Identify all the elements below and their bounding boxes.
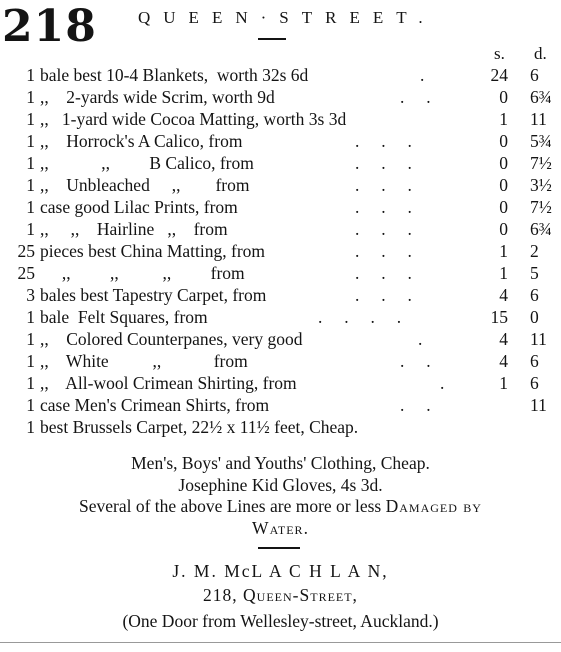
leader-dots: . <box>418 329 423 349</box>
price-row <box>0 86 561 108</box>
advert-header <box>0 2 561 52</box>
item-description: bale best 10-4 Blankets, worth 32s 6d <box>40 65 309 85</box>
quantity: 1 <box>26 417 35 437</box>
item-description: pieces best China Matting, from <box>40 241 266 261</box>
price-row <box>0 64 561 86</box>
item-description: best Brussels Carpet, 22½ x 11½ feet, Cheap. <box>40 417 359 437</box>
leader-dots: . . . <box>355 285 412 305</box>
price-row <box>0 108 561 130</box>
item-description: ,, Horrock's A Calico, from <box>40 131 243 151</box>
item-description: ,, ,, ,, from <box>40 263 245 283</box>
price-row <box>0 240 561 262</box>
item-description: bales best Tapestry Carpet, from <box>40 285 267 305</box>
price-pence: 6 <box>530 373 539 393</box>
street-number: 218 <box>2 1 97 52</box>
price-pence: 7½ <box>530 153 552 173</box>
quantity: 1 <box>26 307 35 327</box>
quantity: 1 <box>26 153 35 173</box>
item-description: ,, 1-yard wide Cocoa Matting, worth 3s 3d <box>40 109 347 129</box>
price-row <box>0 218 561 240</box>
price-shillings: 4 <box>499 329 508 349</box>
price-pence: 11 <box>530 109 547 129</box>
leader-dots: . . <box>400 87 431 107</box>
leader-dots: . . . <box>355 153 412 173</box>
price-pence: 11 <box>530 395 547 415</box>
leader-dots: . . . <box>355 175 412 195</box>
leader-dots: . . . <box>355 241 412 261</box>
leader-dots: . . . <box>355 197 412 217</box>
leader-dots: . . . . <box>318 307 402 327</box>
merchant-name: J. M. McL A C H L A N, <box>172 561 389 581</box>
price-shillings: 0 <box>499 219 508 239</box>
item-description: ,, ,, B Calico, from <box>40 153 254 173</box>
quantity: 25 <box>17 241 35 261</box>
price-pence: 5 <box>530 263 539 283</box>
price-pence: 5¾ <box>530 131 552 151</box>
quantity: 1 <box>26 131 35 151</box>
quantity: 1 <box>26 351 35 371</box>
item-description: ,, All-wool Crimean Shirting, from <box>40 373 297 393</box>
item-description: ,, ,, Hairline ,, from <box>40 219 228 239</box>
price-row <box>0 394 561 416</box>
price-row <box>0 372 561 394</box>
quantity: 1 <box>26 395 35 415</box>
quantity: 1 <box>26 87 35 107</box>
price-pence: 6¾ <box>530 219 552 239</box>
price-row <box>0 284 561 306</box>
price-pence: 6 <box>530 285 539 305</box>
item-description: ,, Colored Counterpanes, very good <box>40 329 303 349</box>
price-row <box>0 262 561 284</box>
header-rule <box>258 38 286 40</box>
damaged-notice <box>0 495 561 517</box>
price-pence: 7½ <box>530 197 552 217</box>
price-pence: 0 <box>530 307 539 327</box>
price-row <box>0 152 561 174</box>
quantity: 1 <box>26 65 35 85</box>
quantity: 1 <box>26 219 35 239</box>
merchant-address: 218, Queen-Street, <box>203 585 358 605</box>
clothing-line: Men's, Boys' and Youths' Clothing, Cheap. <box>131 453 430 473</box>
water-line: Water. <box>252 518 309 538</box>
price-pence: 6¾ <box>530 87 552 107</box>
item-description: ,, 2-yards wide Scrim, worth 9d <box>40 87 275 107</box>
bottom-border <box>0 642 561 643</box>
shillings-heading: s. <box>494 44 505 63</box>
merchant-location: (One Door from Wellesley-street, Auckland.) <box>122 611 439 631</box>
leader-dots: . <box>420 65 425 85</box>
price-shillings: 1 <box>499 373 508 393</box>
item-description: case Men's Crimean Shirts, from <box>40 395 270 415</box>
price-shillings: 24 <box>490 65 508 85</box>
price-shillings: 0 <box>499 87 508 107</box>
price-shillings: 1 <box>499 109 508 129</box>
price-shillings: 1 <box>499 263 508 283</box>
price-pence: 2 <box>530 241 539 261</box>
item-description: ,, White ,, from <box>40 351 248 371</box>
quantity: 1 <box>26 109 35 129</box>
damaged-notice-caps: Damaged by <box>385 496 482 516</box>
price-row <box>0 328 561 350</box>
leader-dots: . . <box>400 395 431 415</box>
pence-heading: d. <box>534 44 547 63</box>
price-shillings: 0 <box>499 131 508 151</box>
price-pence: 3½ <box>530 175 552 195</box>
item-description: case good Lilac Prints, from <box>40 197 238 217</box>
leader-dots: . . . <box>355 131 412 151</box>
price-shillings: 0 <box>499 175 508 195</box>
price-shillings: 0 <box>499 153 508 173</box>
price-shillings: 4 <box>499 285 508 305</box>
footer-rule <box>258 547 300 549</box>
street-name: QUEEN·STREET. <box>138 8 436 27</box>
price-row <box>0 196 561 218</box>
quantity: 1 <box>26 373 35 393</box>
item-description: ,, Unbleached ,, from <box>40 175 250 195</box>
item-description: bale Felt Squares, from <box>40 307 208 327</box>
quantity: 1 <box>26 175 35 195</box>
price-shillings: 0 <box>499 197 508 217</box>
price-row <box>0 130 561 152</box>
quantity: 3 <box>26 285 35 305</box>
price-row <box>0 416 561 438</box>
damaged-notice-text: Several of the above Lines are more or less <box>79 496 382 516</box>
leader-dots: . . . <box>355 219 412 239</box>
price-shillings: 15 <box>490 307 508 327</box>
price-shillings: 4 <box>499 351 508 371</box>
price-pence: 6 <box>530 65 539 85</box>
price-row <box>0 350 561 372</box>
price-pence: 11 <box>530 329 547 349</box>
price-pence: 6 <box>530 351 539 371</box>
quantity: 25 <box>17 263 35 283</box>
gloves-line: Josephine Kid Gloves, 4s 3d. <box>178 475 383 495</box>
price-row <box>0 174 561 196</box>
quantity: 1 <box>26 197 35 217</box>
leader-dots: . . . <box>355 263 412 283</box>
price-shillings: 1 <box>499 241 508 261</box>
leader-dots: . . <box>400 351 431 371</box>
price-row <box>0 306 561 328</box>
quantity: 1 <box>26 329 35 349</box>
leader-dots: . <box>440 373 445 393</box>
